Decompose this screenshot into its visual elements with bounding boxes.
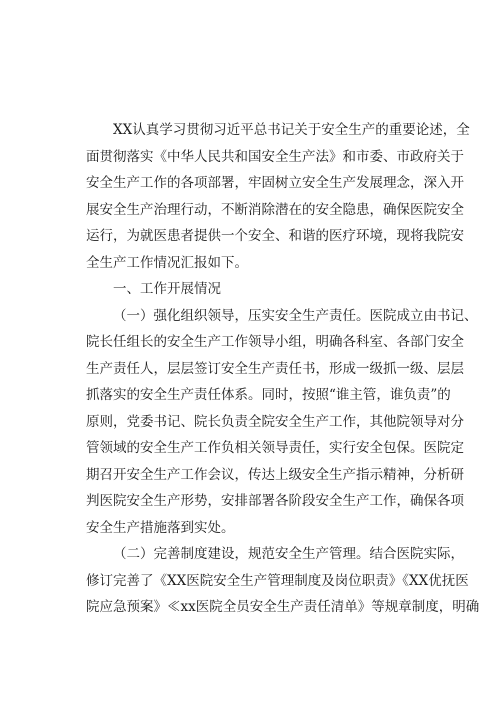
paragraph-line: 安全生产措施落到实处。 [86,519,235,536]
paragraph-line: 原则，党委书记、院长负责全院安全生产工作，其他院领导对分 [86,413,464,430]
paragraph-line: 判医院安全生产形势，安排部署各阶段安全生产工作，确保各项 [86,493,464,509]
paragraph-line: 生产责任人，层层签订安全生产责任书，形成一级抓一级、层层 [86,360,464,377]
intro-line: 安全生产工作的各项部署，牢固树立安全生产发展理念，深入开 [86,175,464,191]
intro-line: 运行，为就医患者提供一个安全、和谐的医疗环境，现将我院安 [86,228,464,244]
paragraph-line: 抓落实的安全生产责任体系。同时，按照“谁主管，谁负责”的 [86,387,451,403]
paragraph-line: 管领域的安全生产工作负相关领导责任，实行安全包保。医院定 [86,440,464,456]
paragraph-line: 修订完善了《XX医院安全生产管理制度及岗位职责》《XX优抚医 [86,572,469,589]
intro-line: 面贯彻落实《中华人民共和国安全生产法》和市委、市政府关于 [86,148,464,165]
section-heading: 一、工作开展情况 [113,281,221,297]
paragraph-line: 院长任组长的安全生产工作领导小组，明确各科室、各部门安全 [86,334,464,350]
paragraph-line: 期召开安全生产工作会议，传达上级安全生产指示精神，分析研 [86,466,464,483]
paragraph-line: （一）强化组织领导，压实安全生产责任。医院成立由书记、 [113,307,478,324]
intro-line: 全生产工作情况汇报如下。 [86,254,248,271]
paragraph-line: （二）完善制度建设，规范安全生产管理。结合医院实际， [113,546,464,562]
intro-line: 展安全生产治理行动，不断消除潜在的安全隐患，确保医院安全 [86,201,464,218]
intro-line: XX认真学习贯彻习近平总书记关于安全生产的重要论述，全 [113,122,470,138]
paragraph-line: 院应急预案》≪xx医院全员安全生产责任清单》等规章制度，明确 [86,599,480,615]
document-body [86,117,480,621]
